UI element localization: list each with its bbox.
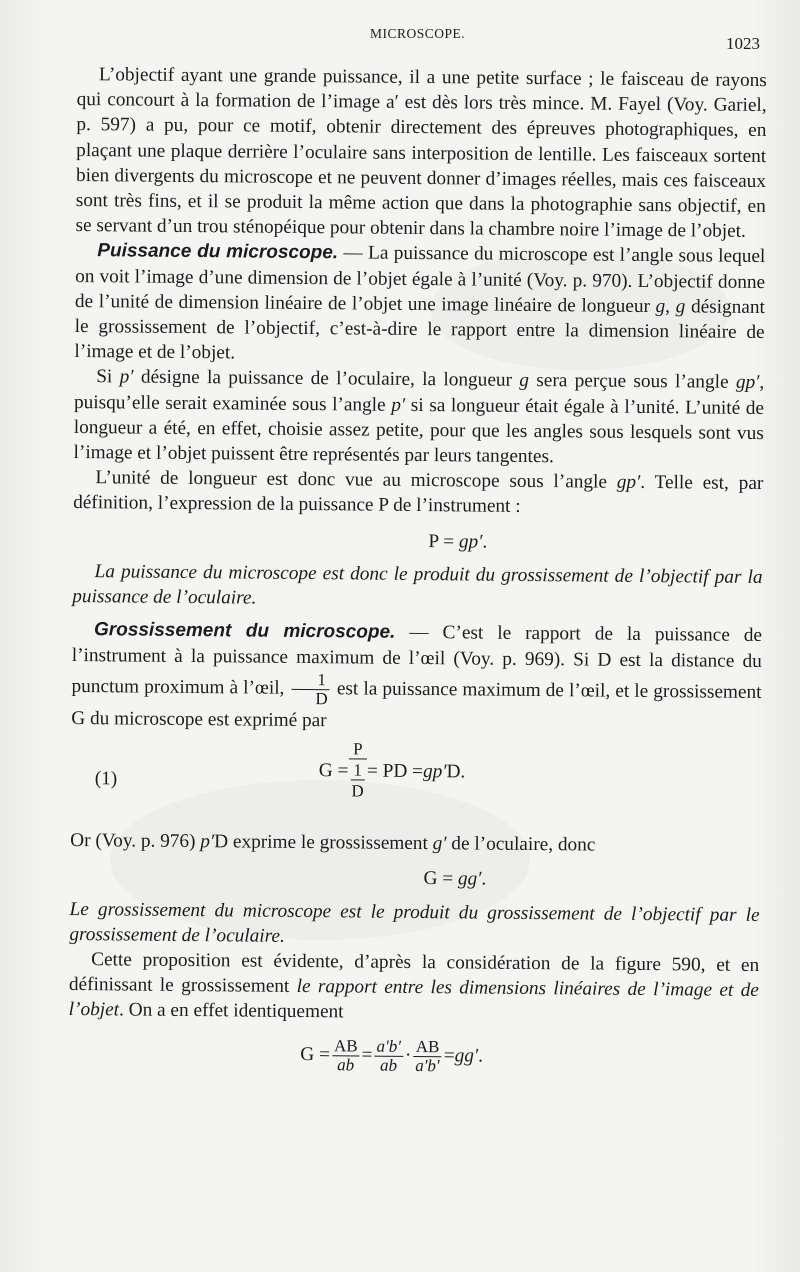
- text-fragment: Cette proposition est évidente, d’après la considération de la figure 590, et en définissant le grossissement: [68, 949, 760, 998]
- symbol-gp: gp′: [616, 471, 641, 494]
- eq-end: .: [478, 1045, 484, 1067]
- symbol-p-prime: p′: [200, 831, 215, 853]
- text-fragment: est la puissance maximum de l’œil, et le grossissement G du microscope est exprimé par: [71, 678, 762, 732]
- equation-grossissement: [70, 738, 761, 828]
- paragraph-grossissement: [71, 617, 762, 738]
- symbol-gp: gp′: [735, 372, 760, 394]
- eq-right: gg′: [457, 868, 482, 891]
- paragraph-proposition: [69, 947, 760, 1029]
- eq-left: G =: [300, 1044, 331, 1066]
- symbol-g: g: [519, 370, 530, 392]
- text-fragment: — C’est le rapport de la puissance de l’instrument à la puissance maximum de l’œil (Voy. p. 969). Si D est la distance du punctum proximum à l’œil,: [71, 622, 763, 700]
- inner-denominator: D: [351, 781, 364, 801]
- fraction-ab-over-image: [413, 1038, 442, 1075]
- paragraph-puissance: [74, 238, 765, 370]
- text-fragment: ,: [665, 295, 676, 318]
- paragraph-or: [70, 828, 760, 859]
- eq-left: P =: [428, 530, 460, 553]
- symbol-g: g: [655, 295, 666, 317]
- text-fragment: désigne la puissance de l’oculaire, la longueur: [133, 366, 520, 392]
- compound-fraction: [348, 741, 367, 801]
- text-fragment: — La puissance du microscope est l’angle sous lequel on voit l’image d’une dimension de l’objet égale à l’unité (Voy. p. 970). L’objectif donne de l’unité de dimension linéaire de l’objet une image linéaire de longueur: [74, 242, 766, 317]
- equation-g-gg: [70, 863, 760, 894]
- equation-puissance: [73, 526, 763, 557]
- fraction-numerator: 1: [291, 671, 329, 690]
- eq-rest: = PD =: [366, 760, 424, 782]
- paragraph-oculaire: [73, 364, 764, 471]
- eq-d: D.: [446, 760, 466, 783]
- eq-gp: gp′: [422, 760, 447, 782]
- text-fragment: sera perçue sous l’angle: [528, 370, 736, 394]
- page-header: [0, 22, 800, 52]
- fraction-ab-over-ab: [332, 1037, 360, 1074]
- running-head: MICROSCOPE.: [370, 26, 466, 41]
- text-fragment: Or (Voy. p. 976): [70, 830, 201, 853]
- text-fragment: . Telle est, par définition, l’expression de la puissance P de l’instrument :: [73, 472, 764, 518]
- eq-equals: =: [361, 1044, 373, 1066]
- fraction-image-over-object: [374, 1037, 403, 1074]
- eq-dot: ·: [404, 1045, 412, 1067]
- body-text: [68, 62, 767, 1079]
- symbol-p-prime: p′: [391, 394, 406, 416]
- text-fragment: de l’oculaire, donc: [446, 833, 596, 856]
- law-grossissement: Le grossissement du microscope est le produit du grossissement de l’objectif par le grossissement de l’oculaire.: [69, 898, 760, 947]
- italic-definition: le rapport entre les dimensions linéaires de l’image et de l’objet: [68, 976, 760, 1021]
- fraction-numerator: AB: [413, 1038, 442, 1057]
- inner-numerator: 1: [350, 762, 365, 781]
- symbol-g-prime: g′: [432, 833, 447, 855]
- text-fragment: Si: [96, 366, 120, 388]
- symbol-g: g: [675, 296, 686, 318]
- eq-left: G =: [423, 868, 459, 890]
- eq-right: gp′: [458, 531, 483, 553]
- equation-identity: [68, 1033, 758, 1080]
- eq-left: G =: [318, 759, 349, 782]
- law-puissance: La puissance du microscope est donc le produit du grossissement de l’objectif par la puissance de l’oculaire.: [72, 561, 763, 609]
- text-fragment: , puisqu’elle serait examinée sous l’angle: [73, 372, 765, 416]
- text-fragment: . On a en effet identiquement: [118, 999, 344, 1023]
- fraction-denominator: a′b′: [415, 1055, 440, 1075]
- equation-body: [319, 740, 466, 801]
- fraction-numerator: AB: [332, 1037, 360, 1056]
- text-fragment: D exprime le grossissement: [214, 831, 433, 855]
- eq-equals: =: [443, 1045, 455, 1067]
- fraction-one-over-d: [291, 671, 330, 708]
- fraction-denominator: [348, 760, 367, 801]
- eq-end: .: [482, 531, 488, 553]
- symbol-p-prime: p′: [119, 366, 134, 388]
- text-fragment: désignant le grossissement de l’objectif, c’est-à-dire le rapport entre la dimension linéaire de l’image et de l’objet.: [74, 296, 765, 364]
- page-number: 1023: [726, 34, 760, 53]
- text-fragment: si sa longueur était égale à l’unité. L’unité de longueur a été, en effet, choisie assez petite, pour que les angles sous lesquels sont vus l’image et l’objet puissent être représentés par leurs tangentes.: [73, 394, 765, 468]
- section-heading-puissance: Puissance du microscope.: [97, 240, 339, 264]
- paragraph-objectif: L’objectif ayant une grande puissance, il a une petite surface ; le faisceau de rayons qui concourt à la formation de l’image a′ est dès lors très mince. M. Fayel (Voy. Gariel, p. 597) a pu, pour ce motif, obtenir directement des épreuves photographiques, en plaçant une plaque derrière l’oculaire sans interposition de lentille. Les faisceaux sortent bien divergents du microscope et ne peuvent donner d’images réelles, mais ces faisceaux sont très fins, et il se produit la même action que dans la photographie sans objectif, en se servant d’un trou sténopéique pour obtenir dans la chambre noire l’image de l’objet.: [75, 64, 767, 243]
- inner-fraction: [350, 762, 365, 801]
- fraction-denominator: ab: [337, 1055, 355, 1075]
- fraction-denominator: D: [315, 689, 328, 709]
- equation-number: (1): [94, 768, 118, 790]
- section-heading-grossissement: Grossissement du microscope.: [93, 619, 396, 644]
- fraction-numerator: P: [349, 741, 368, 760]
- eq-result: gg′: [454, 1045, 479, 1067]
- fraction-numerator: a′b′: [374, 1037, 403, 1056]
- eq-end: .: [481, 869, 487, 891]
- text-fragment: L’unité de longueur est donc vue au microscope sous l’angle: [95, 467, 617, 493]
- paragraph-unite: [73, 465, 763, 521]
- fraction-denominator: ab: [380, 1055, 398, 1075]
